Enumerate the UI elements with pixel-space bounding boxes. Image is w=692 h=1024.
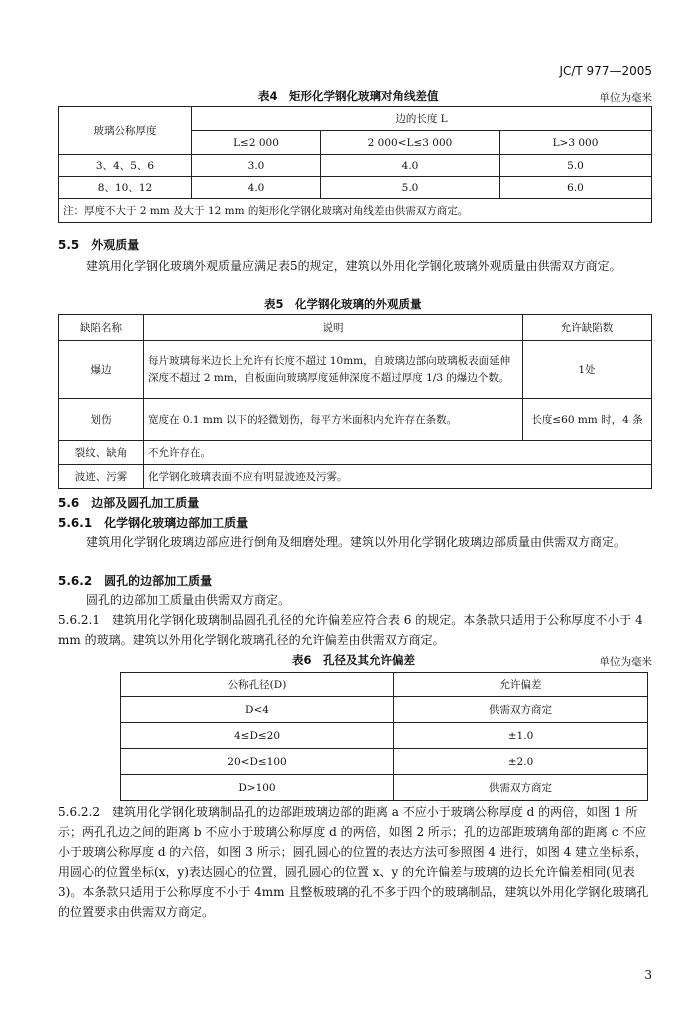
table4-sub1: L≤2 000 <box>192 131 321 155</box>
table-cell: 4≤D≤20 <box>121 723 394 749</box>
table-cell: 化学钢化玻璃表面不应有明显波迹及污雾。 <box>144 465 652 489</box>
table-cell: 供需双方商定 <box>394 775 648 801</box>
section-title: 5.5 外观质量 <box>58 238 140 252</box>
table-cell: D>100 <box>121 775 394 801</box>
table-cell: 长度≤60 mm 时，4 条 <box>523 399 652 441</box>
paragraph: 建筑用化学钢化玻璃边部应进行倒角及细磨处理。建筑以外用化学钢化玻璃边部质量由供需双方商定。 <box>86 535 627 549</box>
table4-col-length: 边的长度 L <box>192 107 652 131</box>
table-cell: 1处 <box>523 341 652 399</box>
table4-sub3: L>3 000 <box>500 131 652 155</box>
table-cell: 3、4、5、6 <box>59 155 192 177</box>
table-row <box>121 775 648 801</box>
standard-code: JC/T 977—2005 <box>559 64 652 78</box>
table6-h1: 公称孔径(D) <box>121 673 394 697</box>
table-row <box>121 697 648 723</box>
table-row <box>59 341 652 399</box>
section-title: 5.6.1 化学钢化玻璃边部加工质量 <box>58 516 249 530</box>
table-cell: 波迹、污雾 <box>59 465 144 489</box>
section-title: 5.6.2 圆孔的边部加工质量 <box>58 574 213 588</box>
page-number: 3 <box>644 968 652 982</box>
table-cell: 爆边 <box>59 341 144 399</box>
table5 <box>58 314 652 489</box>
table-cell: D<4 <box>121 697 394 723</box>
table-cell: 5.0 <box>500 155 652 177</box>
table6 <box>120 672 648 801</box>
table4-note: 注：厚度不大于 2 mm 及大于 12 mm 的矩形化学钢化玻璃对角线差由供需双方商定。 <box>59 199 652 223</box>
table-row <box>59 177 652 199</box>
table-cell: ±2.0 <box>394 749 648 775</box>
table5-h2: 说明 <box>144 315 523 341</box>
table-cell: 宽度在 0.1 mm 以下的轻微划伤，每平方米面积内允许存在条数。 <box>144 399 523 441</box>
table6-unit: 单位为毫米 <box>599 656 652 668</box>
table-row <box>59 155 652 177</box>
table6-h2: 允许偏差 <box>394 673 648 697</box>
table5-h1: 缺陷名称 <box>59 315 144 341</box>
table4-col-thickness: 玻璃公称厚度 <box>59 107 192 155</box>
table-cell: 4.0 <box>321 155 500 177</box>
table-cell: 不允许存在。 <box>144 441 652 465</box>
table4-unit: 单位为毫米 <box>599 92 652 104</box>
table-row <box>121 723 648 749</box>
table4-sub2: 2 000<L≤3 000 <box>321 131 500 155</box>
table-cell: 4.0 <box>192 177 321 199</box>
table-cell: ±1.0 <box>394 723 648 749</box>
table5-caption: 表5 化学钢化玻璃的外观质量 <box>264 297 422 311</box>
table-cell: 3.0 <box>192 155 321 177</box>
table-cell: 6.0 <box>500 177 652 199</box>
table-cell: 划伤 <box>59 399 144 441</box>
table-cell: 20<D≤100 <box>121 749 394 775</box>
table4-caption: 表4 矩形化学钢化玻璃对角线差值 <box>258 89 439 103</box>
table-cell: 供需双方商定 <box>394 697 648 723</box>
table-cell: 每片玻璃每米边长上允许有长度不超过 10mm，自玻璃边部向玻璃板表面延伸深度不超过 2 mm，自板面向玻璃厚度延伸深度不超过厚度 1/3 的爆边个数。 <box>144 341 523 399</box>
table-row <box>59 399 652 441</box>
table5-h3: 允许缺陷数 <box>523 315 652 341</box>
table-row <box>121 749 648 775</box>
paragraph: 圆孔的边部加工质量由供需双方商定。 <box>86 593 291 607</box>
table-cell: 8、10、12 <box>59 177 192 199</box>
table-cell: 裂纹、缺角 <box>59 441 144 465</box>
section-title: 5.6 边部及圆孔加工质量 <box>58 496 200 510</box>
table6-caption: 表6 孔径及其允许偏差 <box>292 653 416 667</box>
table-row <box>59 441 652 465</box>
table4 <box>58 106 652 223</box>
table-cell: 5.0 <box>321 177 500 199</box>
paragraph: 5.6.2.1 建筑用化学钢化玻璃制品圆孔孔径的允许偏差应符合表 6 的规定。本条款只适用于公称厚度不小于 4 mm 的玻璃。建筑以外用化学钢化玻璃孔径的允许偏差由供需双方商定。 <box>58 613 643 647</box>
table-row <box>59 465 652 489</box>
paragraph: 建筑用化学钢化玻璃外观质量应满足表5的规定，建筑以外用化学钢化玻璃外观质量由供需双方商定。 <box>86 259 622 273</box>
paragraph: 5.6.2.2 建筑用化学钢化玻璃制品孔的边部距玻璃边部的距离 a 不应小于玻璃公称厚度 d 的两倍，如图 1 所示；两孔孔边之间的距离 b 不应小于玻璃公称厚度 d 的两倍，如图 2 所示；孔的边部距玻璃角部的距离 c 不应小于玻璃公称厚度 d 的六倍，如图 3 所示；圆孔圆心的位置的表达方法可参照图 4 进行，如图 4 建立坐标系，用圆心的位置坐标(x，y)表达圆心的位置，圆孔圆心的位置 x、y 的允许偏差与玻璃的边长允许偏差相同(见表 3)。本条款只适用于公称厚度不小于 4mm 且整板玻璃的孔不多于四个的玻璃制品，建筑以外用化学钢化玻璃孔的位置要求由供需双方商定。 <box>58 805 649 919</box>
